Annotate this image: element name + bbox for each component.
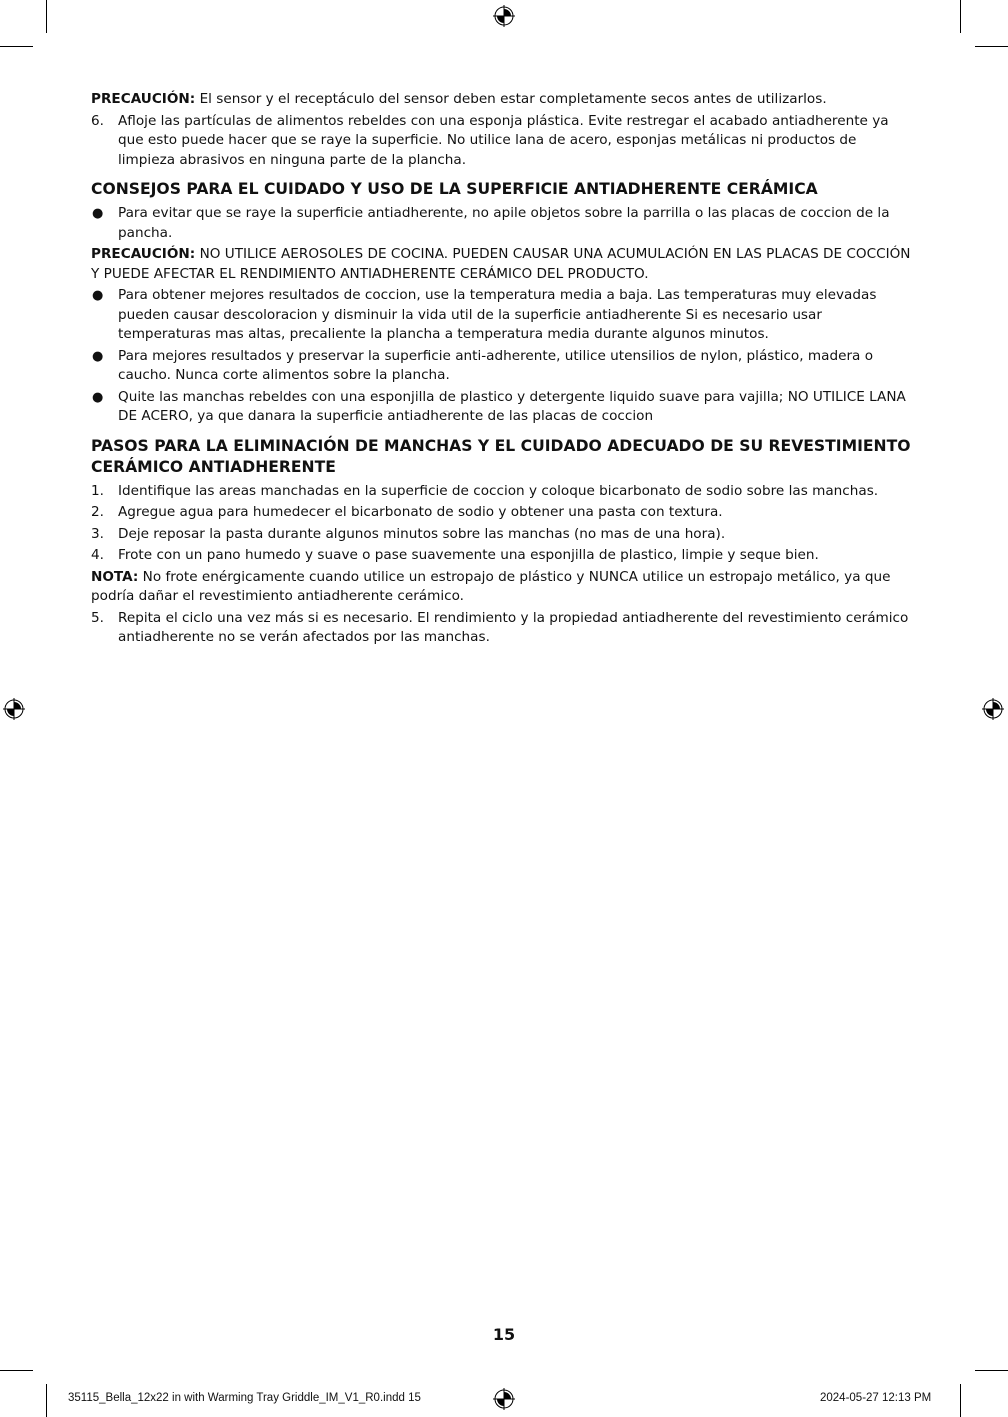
crop-mark	[46, 1384, 47, 1417]
caution-sensor	[91, 90, 916, 110]
step-text: Frote con un pano humedo y suave o pase suavemente una esponjilla de plastico, limpie y seque bien.	[118, 547, 819, 563]
caution-label: PRECAUCIÓN:	[91, 91, 196, 107]
step-text: Repita el ciclo una vez más si es necesario. El rendimiento y la propiedad antiadherente del revestimiento cerámico antiadherente no se verán afectados por las manchas.	[118, 609, 909, 645]
slug-timestamp: 2024-05-27 12:13 PM	[820, 1392, 932, 1404]
crop-mark	[975, 46, 1008, 47]
caution-label: PRECAUCIÓN:	[91, 246, 196, 262]
registration-mark-icon	[493, 5, 515, 27]
crop-mark	[975, 1370, 1008, 1371]
bullet-icon: ●	[92, 288, 104, 303]
bullet-icon: ●	[92, 348, 104, 364]
step-6	[91, 112, 916, 171]
step-text: Deje reposar la pasta durante algunos minutos sobre las manchas (no mas de una hora).	[118, 525, 726, 542]
bullet-text: Para obtener mejores resultados de coccion, use la temperatura media a baja. Las temperaturas muy elevadas pueden causar descoloracion y disminuir la vida util de la superficie antiadherente Si es necesario usar temperaturas mas altas, precaliente la plancha a temperatura media durante algunos minutos.	[118, 287, 877, 342]
registration-mark-icon	[982, 698, 1004, 720]
crop-mark	[960, 1384, 961, 1417]
caution-text: NO UTILICE AEROSOLES DE COCINA. PUEDEN CAUSAR UNA ACUMULACIÓN EN LAS PLACAS DE COCCIÓN Y PUEDE AFECTAR EL RENDIMIENTO ANTIADHERENTE CERÁMICO DEL PRODUCTO.	[91, 246, 911, 282]
list-item	[91, 388, 916, 427]
step-text: Afloje las partículas de alimentos rebeldes con una esponja plástica. Evite restregar el acabado antiadherente ya que esto puede hacer que se raye la superficie. No utilice lana de acero, esponjas metálicas ni productos de limpieza abrasivos en ninguna parte de la plancha.	[118, 112, 889, 168]
caution-aerosol	[91, 245, 916, 284]
crop-mark	[0, 1370, 33, 1371]
note	[91, 568, 916, 607]
step-number: 6.	[91, 112, 104, 129]
step-number: 5.	[91, 609, 104, 626]
page-number: 15	[492, 1325, 516, 1344]
slug-filename: 35115_Bella_12x22 in with Warming Tray Griddle_IM_V1_R0.indd 15	[68, 1392, 421, 1404]
section-heading-ceramic-care: CONSEJOS PARA EL CUIDADO Y USO DE LA SUPERFICIE ANTIADHERENTE CERÁMICA	[91, 180, 818, 198]
bullet-icon: ●	[92, 206, 104, 221]
step-number: 2.	[91, 504, 104, 520]
bullet-text: Para mejores resultados y preservar la superficie anti-adherente, utilice utensilios de nylon, plástico, madera o caucho. Nunca corte alimentos sobre la plancha.	[118, 347, 874, 383]
step-3	[91, 525, 916, 545]
crop-mark	[960, 0, 961, 33]
step-text: Agregue agua para humedecer el bicarbonato de sodio y obtener una pasta con textura.	[118, 504, 723, 520]
bullet-text: Para evitar que se raye la superficie antiadherente, no apile objetos sobre la parrilla o las placas de coccion de la pancha.	[118, 205, 890, 241]
registration-mark-icon	[3, 698, 25, 720]
step-number: 3.	[91, 525, 104, 542]
note-label: NOTA:	[91, 568, 139, 585]
caution-text: El sensor y el receptáculo del sensor deben estar completamente secos antes de utilizarlos.	[195, 91, 827, 107]
bullet-text: Quite las manchas rebeldes con una esponjilla de plastico y detergente liquido suave para vajilla; NO UTILICE LANA DE ACERO, ya que danara la superficie antiadherente de las placas de coccion	[118, 388, 906, 424]
step-1	[91, 482, 916, 502]
step-2	[91, 503, 916, 523]
crop-mark	[0, 46, 33, 47]
step-number: 4.	[91, 547, 104, 563]
bullet-icon: ●	[92, 389, 104, 405]
note-text: No frote enérgicamente cuando utilice un estropajo de plástico y NUNCA utilice un estropajo metálico, ya que podría dañar el revestimiento antiadherente cerámico.	[91, 568, 891, 604]
section-heading-stain-removal: PASOS PARA LA ELIMINACIÓN DE MANCHAS Y EL CUIDADO ADECUADO DE SU REVESTIMIENTO CERÁMICO ANTIADHERENTE	[91, 436, 911, 476]
registration-mark-icon	[493, 1388, 515, 1410]
page-content	[91, 90, 916, 650]
step-number: 1.	[91, 482, 104, 499]
list-item	[91, 347, 916, 386]
step-text: Identifique las areas manchadas en la superficie de coccion y coloque bicarbonato de sodio sobre las manchas.	[118, 482, 879, 499]
step-5	[91, 609, 916, 648]
crop-mark	[46, 0, 47, 33]
step-4	[91, 546, 916, 566]
list-item	[91, 204, 916, 243]
list-item	[91, 286, 916, 345]
